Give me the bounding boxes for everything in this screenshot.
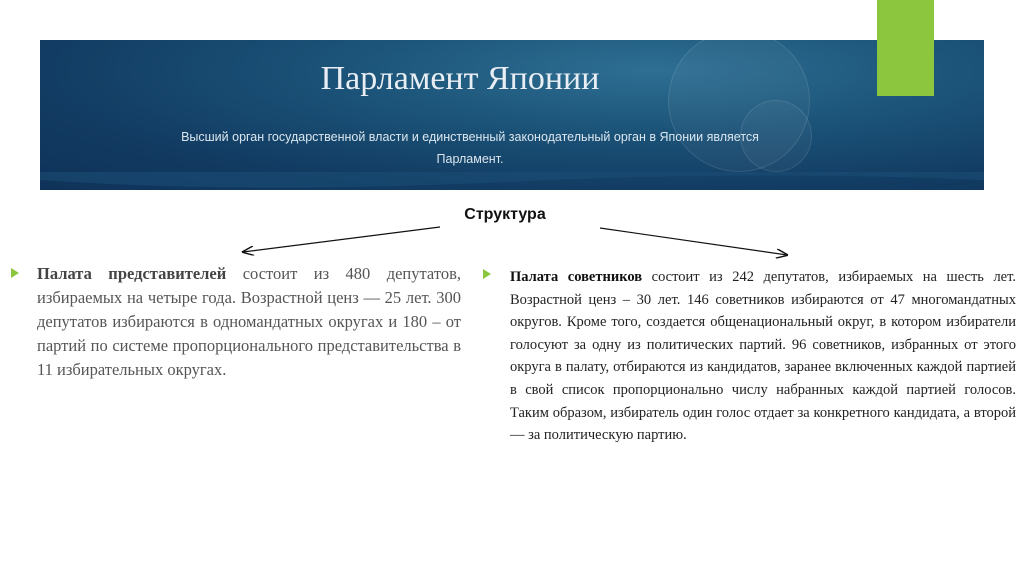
house-of-councillors-description: состоит из 242 депутатов, избираемых на шесть лет. Возрастной ценз – 30 лет. 146 советников избираются от 47 многомандатных округов. Кроме того, создается общенациональный округ, в котором избиратели голосуют за одну из политических партий. 96 советников, избранных от этого округа в палату, отбираются из кандидатов, заранее включенных каждой партией в свой список пропорционально числу набранных каждой партией голосов. Таким образом, избиратель один голос отдает за конкретного кандидата, а второй — за политическую партию. bbox=[510, 269, 1016, 444]
house-of-representatives-term: Палата представителей bbox=[37, 264, 227, 283]
structure-heading: Структура bbox=[464, 206, 546, 223]
slide-title: Парламент Японии bbox=[320, 60, 600, 97]
arrow-right bbox=[600, 228, 787, 255]
house-of-representatives-text bbox=[37, 262, 461, 382]
house-of-councillors-term: Палата советников bbox=[510, 269, 643, 285]
subtitle-line: Парламент. bbox=[436, 152, 504, 166]
bullet-icon bbox=[483, 269, 491, 279]
house-of-representatives-description: состоит из 480 депутатов, избираемых на четыре года. Возрастной ценз — 25 лет. 300 депутатов избираются в одномандатных округах и 180 – от партий по системе пропорционального представительства в 11 избирательных округах. bbox=[37, 264, 461, 379]
house-of-councillors-text bbox=[510, 266, 1016, 447]
bullet-icon bbox=[11, 268, 19, 278]
arrow-left bbox=[243, 227, 440, 252]
subtitle-line: Высший орган государственной власти и единственный законодательный орган в Японии является bbox=[181, 130, 759, 144]
